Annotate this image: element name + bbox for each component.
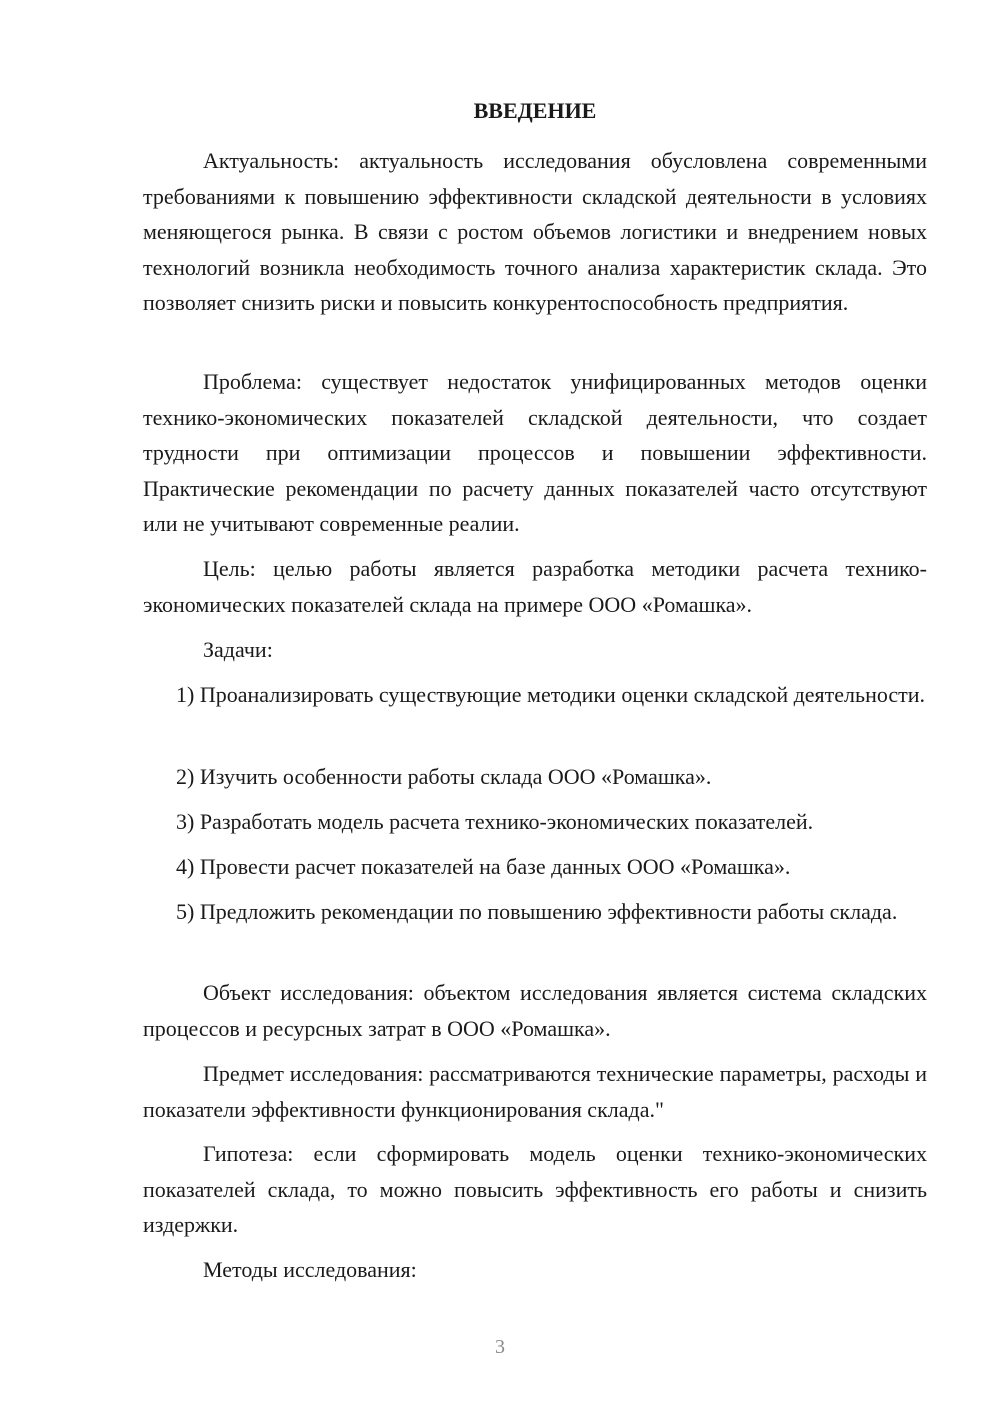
task-item-5: 5) Предложить рекомендации по повышению эффективности работы склада. bbox=[176, 899, 898, 924]
paragraph-subject: Предмет исследования: рассматриваются технические параметры, расходы и показатели эффективности функционирования склада." bbox=[143, 1061, 927, 1122]
paragraph-object: Объект исследования: объектом исследования является система складских процессов и ресурсных затрат в ООО «Ромашка». bbox=[143, 980, 927, 1041]
paragraph-problem: Проблема: существует недостаток унифицированных методов оценки технико-экономических показателей складской деятельности, что создает трудности при оптимизации процессов и повышении эффективности. Практические рекомендации по расчету данных показателей часто отсутствуют или не учитывают современные реалии. bbox=[143, 369, 927, 536]
paragraph-hypothesis: Гипотеза: если сформировать модель оценки технико-экономических показателей склада, то можно повысить эффективность его работы и снизить издержки. bbox=[143, 1141, 927, 1237]
task-item-1: 1) Проанализировать существующие методики оценки складской деятельности. bbox=[176, 682, 926, 707]
page-title: ВВЕДЕНИЕ bbox=[473, 98, 597, 123]
task-item-2: 2) Изучить особенности работы склада ООО «Ромашка». bbox=[176, 764, 712, 789]
paragraph-relevance: Актуальность: актуальность исследования обусловлена современными требованиями к повышению эффективности складской деятельности в условиях меняющегося рынка. В связи с ростом объемов логистики и внедрением новых технологий возникла необходимость точного анализа характеристик склада. Это позволяет снизить риски и повысить конкурентоспособность предприятия. bbox=[143, 148, 927, 315]
paragraph-tasks-heading: Задачи: bbox=[203, 637, 273, 662]
task-item-4: 4) Провести расчет показателей на базе данных ООО «Ромашка». bbox=[176, 854, 791, 879]
paragraph-methods: Методы исследования: bbox=[203, 1257, 417, 1282]
paragraph-goal: Цель: целью работы является разработка методики расчета технико-экономических показателей склада на примере ООО «Ромашка». bbox=[143, 556, 927, 617]
task-item-3: 3) Разработать модель расчета технико-экономических показателей. bbox=[176, 809, 814, 834]
page-number: 3 bbox=[495, 1336, 505, 1358]
